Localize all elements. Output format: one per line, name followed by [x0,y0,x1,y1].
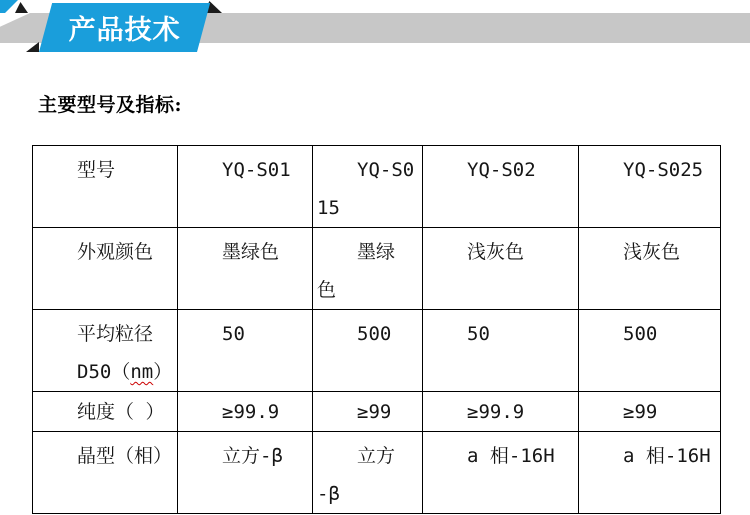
spec-value-cell [313,432,423,514]
spec-col-header-model [33,146,178,228]
cell-text: ≥99.9 [467,401,525,423]
spec-value-cell [579,392,721,432]
spec-col-header [423,146,579,228]
cell-text: a 相-16H [467,445,555,467]
cell-text: 500 [623,323,658,345]
spec-col-header [178,146,313,228]
ribbon-fold-bottom-left-icon [26,42,39,52]
cell-text: 浅灰色 [467,241,525,263]
spec-header-row [33,146,721,228]
spec-row-label [33,228,178,310]
spec-value-cell [313,228,423,310]
section-title-plate [39,3,210,52]
spellcheck-underline: nm [130,361,154,383]
cell-text: ≥99.9 [222,401,280,423]
cell-text: 型号 [77,159,116,181]
spec-value-cell [579,310,721,392]
cell-text: YQ-S0 [357,159,415,181]
cell-text: 500 [357,323,392,345]
spec-value-cell [178,392,313,432]
spec-row-particle-size [33,310,721,392]
cell-text: ≥99 [357,401,392,423]
cell-text: YQ-S025 [623,159,704,181]
cell-text: D50（nm） [77,361,173,383]
cell-text: YQ-S01 [222,159,291,181]
spec-value-cell [579,432,721,514]
spec-value-cell [423,310,579,392]
cell-text: 15 [317,197,340,219]
ribbon-left-tail [0,0,18,13]
spec-value-cell [313,392,423,432]
cell-text: 平均粒径 [77,323,154,345]
cell-text: 外观颜色 [77,241,154,263]
spec-row-purity [33,392,721,432]
ribbon-fold-top-left-icon [15,2,28,13]
spec-value-cell [178,228,313,310]
cell-text: 墨绿色 [222,241,280,263]
cell-text: 50 [222,323,245,345]
spec-row-appearance-color [33,228,721,310]
spec-value-cell [178,310,313,392]
spec-value-cell [423,392,579,432]
cell-text: 晶型（相） [77,445,173,467]
cell-text: ≥99 [623,401,658,423]
spec-table [32,145,721,514]
cell-text: 色 [317,279,337,301]
spec-row-label [33,432,178,514]
spec-value-cell [423,228,579,310]
spec-row-label [33,392,178,432]
spec-value-cell [178,432,313,514]
spec-col-header [579,146,721,228]
spec-value-cell [313,310,423,392]
cell-text: 立方 [357,445,396,467]
cell-text: -β [317,483,340,505]
cell-text: 浅灰色 [623,241,681,263]
spec-value-cell [579,228,721,310]
page-subheading: 主要型号及指标: [38,94,183,116]
spec-value-cell [423,432,579,514]
cell-text: YQ-S02 [467,159,536,181]
cell-text: 墨绿 [357,241,396,263]
cell-text: 纯度（ ） [77,401,165,423]
cell-text: 立方-β [222,445,283,467]
spec-col-header [313,146,423,228]
cell-text: 50 [467,323,490,345]
section-title: 产品技术 [68,15,181,46]
cell-text: a 相-16H [623,445,711,467]
spec-row-crystal-phase [33,432,721,514]
spec-row-label [33,310,178,392]
